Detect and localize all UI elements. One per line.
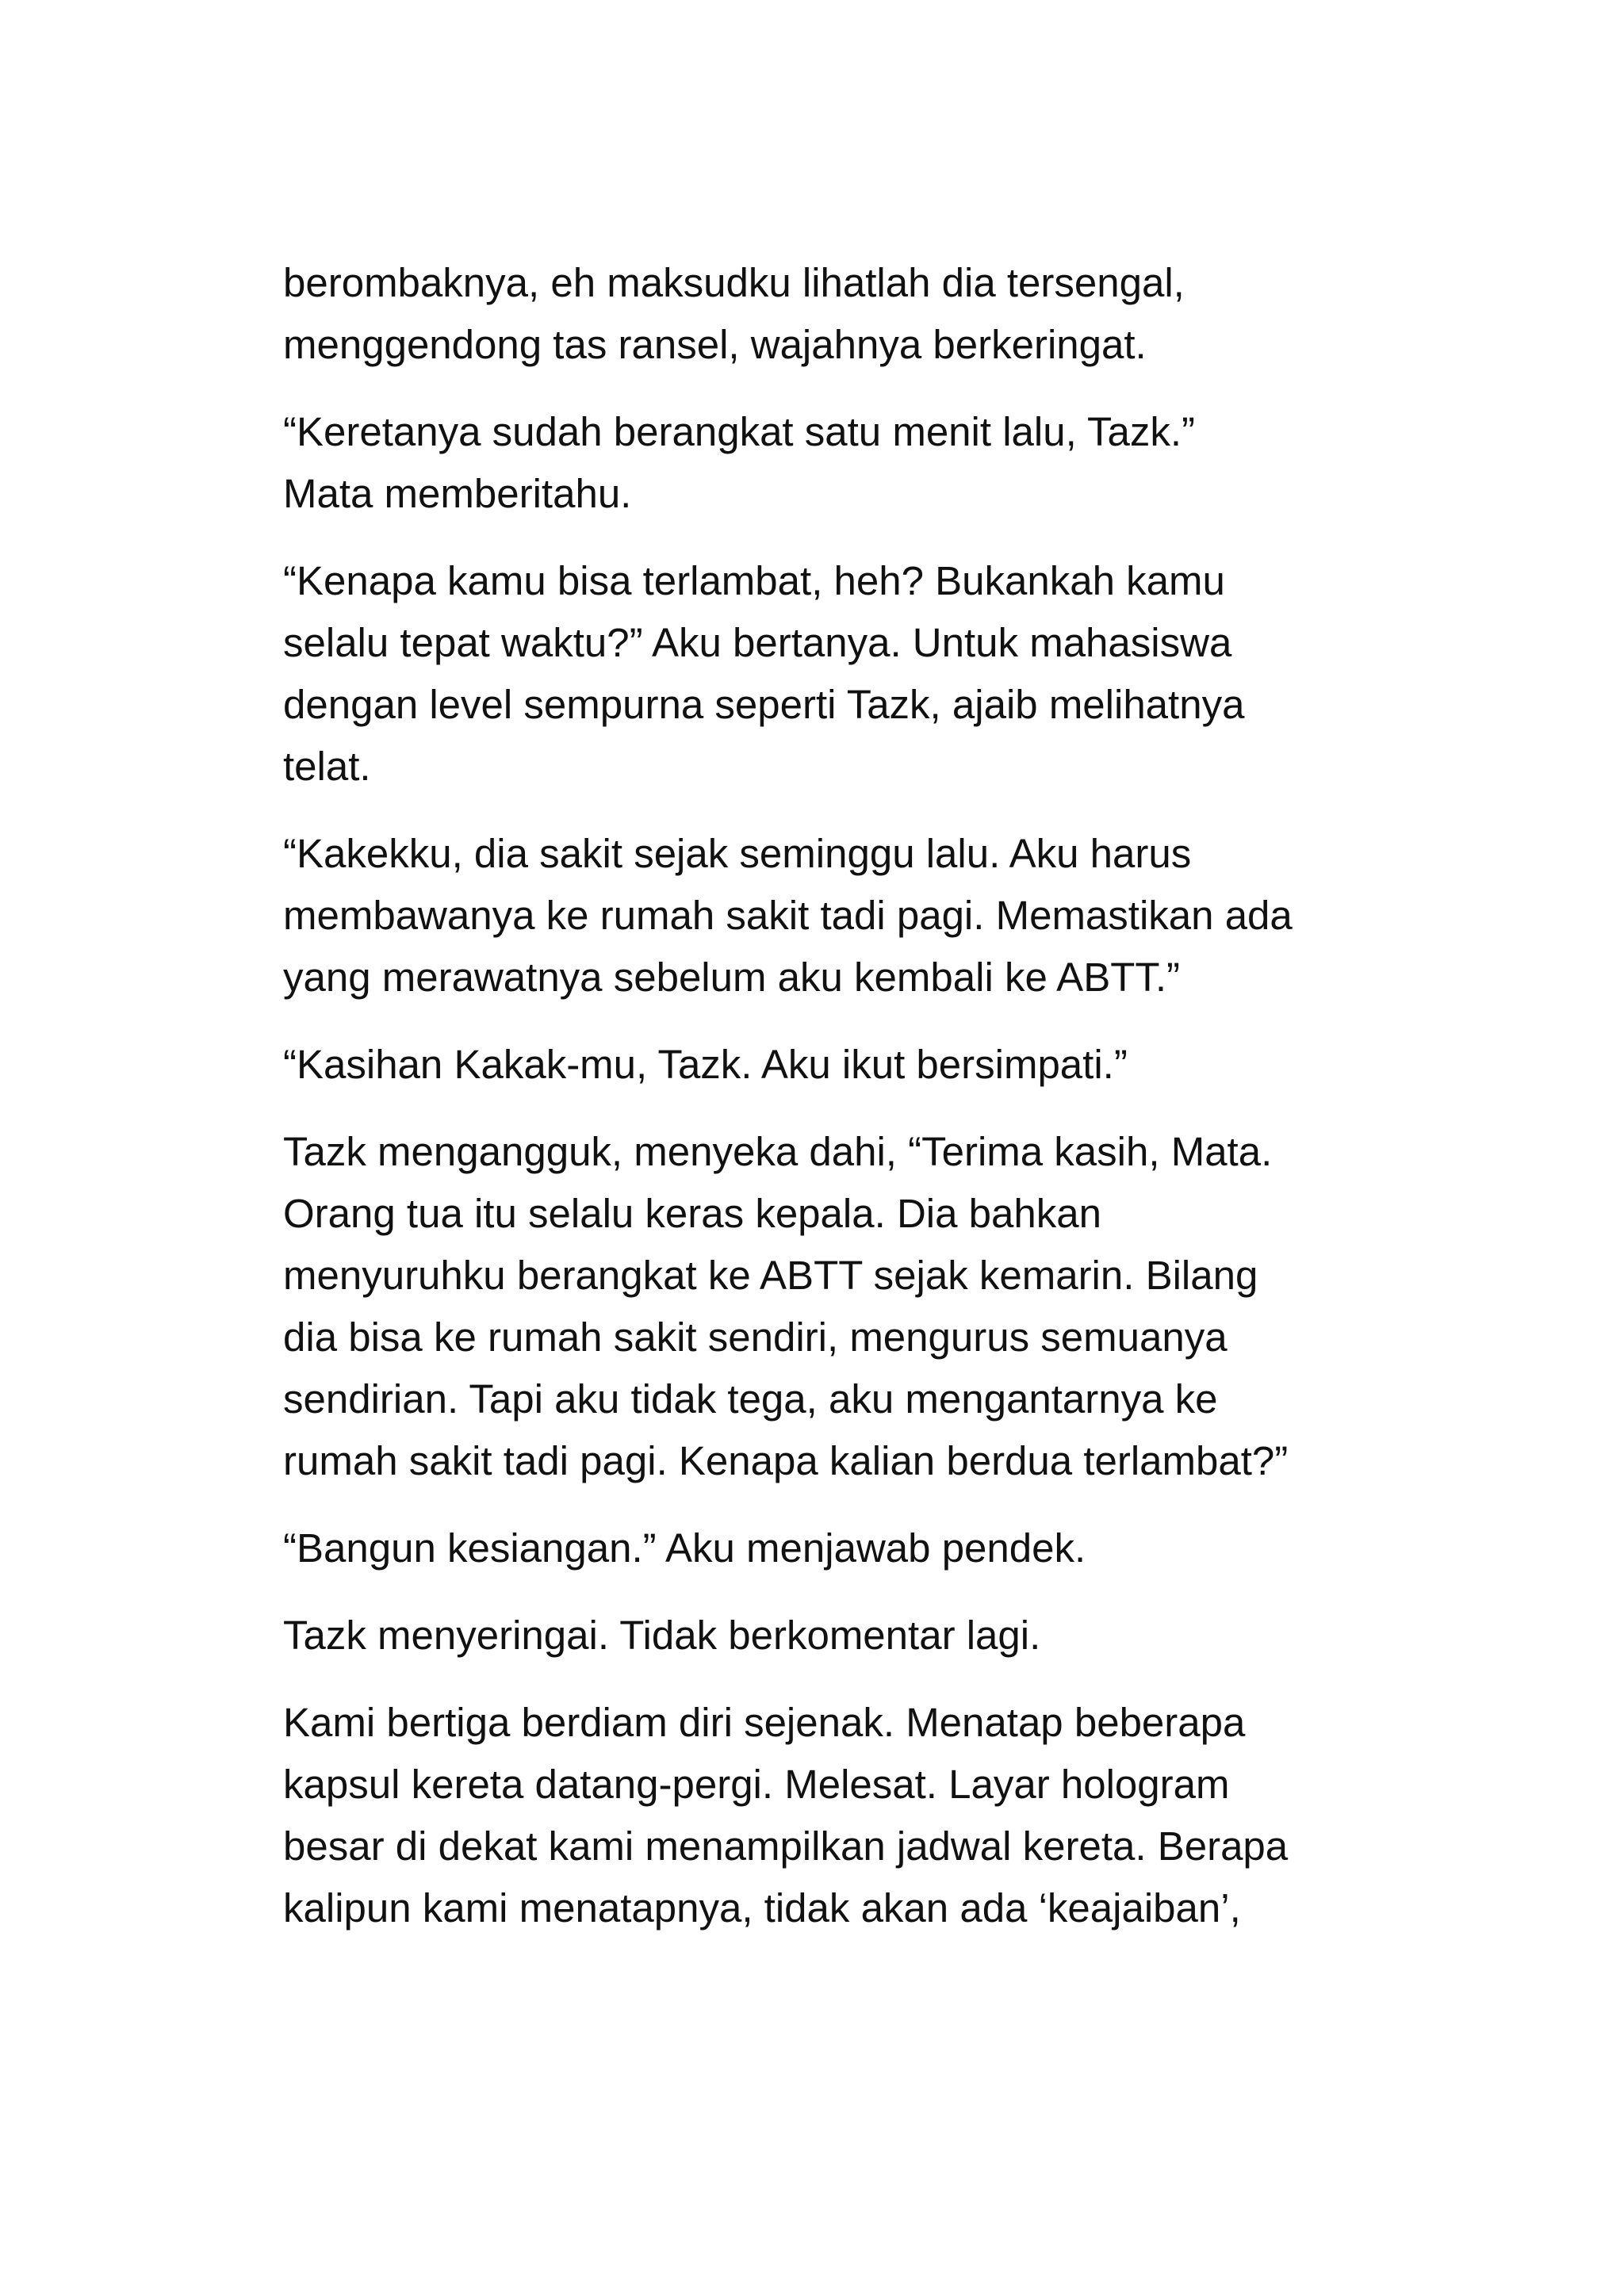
text-line: telat. — [283, 744, 371, 789]
text-line: menyuruhku berangkat ke ABTT sejak kemarin. Bilang — [283, 1253, 1258, 1298]
text-line: Mata memberitahu. — [283, 471, 632, 516]
text-line: “Kenapa kamu bisa terlambat, heh? Bukankah kamu — [283, 558, 1225, 603]
text-line: kalipun kami menatapnya, tidak akan ada ‘keajaiban’, — [283, 1885, 1241, 1931]
text-line: rumah sakit tadi pagi. Kenapa kalian berdua terlambat?” — [283, 1438, 1289, 1483]
text-line: “Bangun kesiangan.” Aku menjawab pendek. — [283, 1525, 1086, 1571]
text-line: berombaknya, eh maksudku lihatlah dia tersengal, — [283, 260, 1185, 305]
text-line: Tazk menyeringai. Tidak berkomentar lagi. — [283, 1613, 1041, 1658]
paragraph-4 — [283, 823, 1393, 1008]
paragraph-3 — [283, 550, 1393, 798]
text-line: dia bisa ke rumah sakit sendiri, mengurus semuanya — [283, 1314, 1228, 1360]
paragraph-9 — [283, 1692, 1393, 1939]
text-line: besar di dekat kami menampilkan jadwal kereta. Berapa — [283, 1823, 1289, 1869]
text-line: selalu tepat waktu?” Aku bertanya. Untuk mahasiswa — [283, 620, 1232, 665]
body-text — [283, 252, 1393, 1965]
paragraph-6 — [283, 1121, 1393, 1492]
text-line: sendirian. Tapi aku tidak tega, aku mengantarnya ke — [283, 1376, 1218, 1422]
text-line: membawanya ke rumah sakit tadi pagi. Memastikan ada — [283, 893, 1293, 938]
paragraph-1 — [283, 252, 1393, 376]
text-line: Orang tua itu selalu keras kepala. Dia bahkan — [283, 1191, 1101, 1236]
text-line: kapsul kereta datang-pergi. Melesat. Layar hologram — [283, 1762, 1230, 1807]
paragraph-2 — [283, 401, 1393, 525]
text-line: “Keretanya sudah berangkat satu menit lalu, Tazk.” — [283, 409, 1196, 454]
paragraph-7 — [283, 1517, 1393, 1579]
text-line: yang merawatnya sebelum aku kembali ke ABTT.” — [283, 955, 1181, 1000]
text-line: dengan level sempurna seperti Tazk, ajaib melihatnya — [283, 682, 1245, 727]
text-line: menggendong tas ransel, wajahnya berkeringat. — [283, 322, 1147, 367]
paragraph-8 — [283, 1605, 1393, 1667]
paragraph-5 — [283, 1034, 1393, 1096]
text-line: “Kakekku, dia sakit sejak seminggu lalu. Aku harus — [283, 831, 1192, 876]
text-line: Tazk mengangguk, menyeka dahi, “Terima kasih, Mata. — [283, 1129, 1273, 1174]
text-line: Kami bertiga berdiam diri sejenak. Menatap beberapa — [283, 1700, 1246, 1745]
text-line: “Kasihan Kakak-mu, Tazk. Aku ikut bersimpati.” — [283, 1042, 1128, 1087]
